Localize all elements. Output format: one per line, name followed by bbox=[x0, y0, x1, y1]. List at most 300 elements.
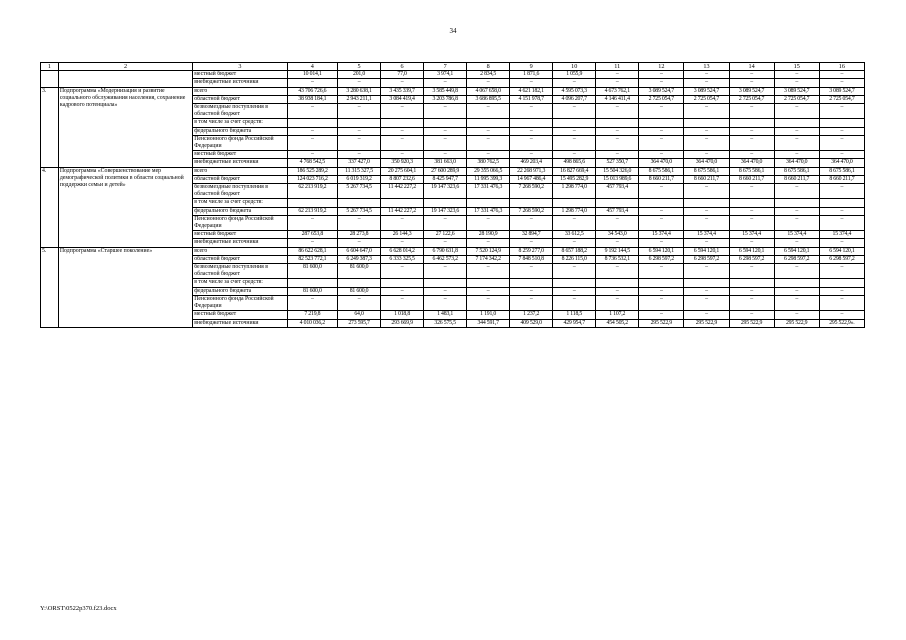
value-cell: 1 118,5 bbox=[553, 311, 596, 319]
value-cell: 2 725 054,7 bbox=[729, 95, 774, 103]
value-cell: 3 435 339,7 bbox=[381, 87, 424, 95]
value-cell: 2 725 054,7 bbox=[639, 95, 684, 103]
value-cell: – bbox=[287, 151, 337, 159]
value-cell: 64,0 bbox=[338, 311, 381, 319]
value-cell: 7 848 510,8 bbox=[510, 255, 553, 263]
value-cell: – bbox=[729, 79, 774, 87]
value-cell bbox=[639, 279, 684, 287]
value-cell: 15 504 326,0 bbox=[596, 167, 639, 175]
value-cell bbox=[774, 119, 819, 127]
value-cell bbox=[510, 279, 553, 287]
value-cell: – bbox=[338, 127, 381, 135]
value-cell: – bbox=[287, 239, 337, 247]
value-cell: – bbox=[684, 215, 729, 230]
funding-source: всего bbox=[193, 87, 287, 95]
value-cell bbox=[381, 279, 424, 287]
value-cell: 7 174 342,2 bbox=[467, 255, 510, 263]
value-cell: – bbox=[774, 151, 819, 159]
table-row bbox=[41, 247, 865, 255]
funding-source: безвозмездные поступления в областной бюджет bbox=[193, 104, 287, 119]
value-cell: – bbox=[596, 151, 639, 159]
value-cell: 81 600,0 bbox=[338, 264, 381, 279]
value-cell: – bbox=[639, 135, 684, 150]
value-cell: 6 019 319,2 bbox=[338, 175, 381, 183]
value-cell: 4 067 658,0 bbox=[467, 87, 510, 95]
value-cell: 6 594 120,1 bbox=[639, 247, 684, 255]
value-cell: – bbox=[596, 215, 639, 230]
value-cell: – bbox=[819, 295, 864, 310]
value-cell: 287 653,8 bbox=[287, 231, 337, 239]
value-cell: 62 213 919,2 bbox=[287, 207, 337, 215]
value-cell: – bbox=[684, 264, 729, 279]
value-cell: – bbox=[596, 104, 639, 119]
value-cell: 5 267 734,5 bbox=[338, 207, 381, 215]
value-cell: 3 084 419,4 bbox=[381, 95, 424, 103]
value-cell: – bbox=[424, 127, 467, 135]
value-cell bbox=[596, 119, 639, 127]
value-cell: – bbox=[684, 151, 729, 159]
value-cell: 8 660 211,7 bbox=[639, 175, 684, 183]
value-cell: 7 268 590,2 bbox=[510, 207, 553, 215]
value-cell: – bbox=[338, 215, 381, 230]
value-cell: – bbox=[684, 295, 729, 310]
value-cell: – bbox=[729, 239, 774, 247]
column-number: 9 bbox=[510, 63, 553, 71]
value-cell: – bbox=[553, 215, 596, 230]
value-cell: 3 585 449,8 bbox=[424, 87, 467, 95]
value-cell: – bbox=[774, 215, 819, 230]
budget-table bbox=[40, 62, 865, 328]
value-cell: – bbox=[381, 264, 424, 279]
value-cell: – bbox=[424, 295, 467, 310]
value-cell: 15 013 989,6 bbox=[596, 175, 639, 183]
value-cell: – bbox=[684, 104, 729, 119]
value-cell: 2 943 211,1 bbox=[338, 95, 381, 103]
value-cell: – bbox=[819, 104, 864, 119]
value-cell: 3 203 786,8 bbox=[424, 95, 467, 103]
value-cell: 28 190,9 bbox=[467, 231, 510, 239]
value-cell: 6 298 597,2 bbox=[729, 255, 774, 263]
value-cell: – bbox=[381, 295, 424, 310]
value-cell: 4 768 542,5 bbox=[287, 159, 337, 167]
value-cell: 6 604 647,0 bbox=[338, 247, 381, 255]
value-cell: – bbox=[729, 264, 774, 279]
value-cell: 8 660 211,7 bbox=[819, 175, 864, 183]
value-cell: – bbox=[819, 184, 864, 199]
value-cell: – bbox=[774, 71, 819, 79]
value-cell: 295 522,9 bbox=[684, 319, 729, 327]
value-cell: 8 736 532,1 bbox=[596, 255, 639, 263]
value-cell bbox=[287, 279, 337, 287]
value-cell: – bbox=[553, 295, 596, 310]
value-cell: – bbox=[729, 295, 774, 310]
value-cell: – bbox=[639, 311, 684, 319]
value-cell: – bbox=[819, 311, 864, 319]
value-cell: 19 147 323,6 bbox=[424, 184, 467, 199]
value-cell: 6 298 597,2 bbox=[639, 255, 684, 263]
table-row bbox=[41, 87, 865, 95]
value-cell: – bbox=[729, 127, 774, 135]
funding-source: внебюджетные источники bbox=[193, 239, 287, 247]
value-cell: – bbox=[381, 127, 424, 135]
value-cell: 32 894,7 bbox=[510, 231, 553, 239]
table-body bbox=[41, 63, 865, 328]
value-cell: 28 273,8 bbox=[338, 231, 381, 239]
value-cell bbox=[467, 279, 510, 287]
value-cell bbox=[424, 279, 467, 287]
value-cell: 1 107,2 bbox=[596, 311, 639, 319]
value-cell: – bbox=[338, 104, 381, 119]
value-cell: – bbox=[774, 135, 819, 150]
value-cell: 38 938 184,1 bbox=[287, 95, 337, 103]
value-cell: 326 575,5 bbox=[424, 319, 467, 327]
funding-source: всего bbox=[193, 247, 287, 255]
funding-source: федерального бюджета bbox=[193, 207, 287, 215]
value-cell: – bbox=[510, 264, 553, 279]
funding-source: местный бюджет bbox=[193, 71, 287, 79]
value-cell: – bbox=[684, 239, 729, 247]
funding-source: в том числе за счет средств: bbox=[193, 119, 287, 127]
value-cell: 6 594 120,1 bbox=[774, 247, 819, 255]
value-cell: 3 089 524,7 bbox=[819, 87, 864, 95]
value-cell bbox=[639, 199, 684, 207]
value-cell: – bbox=[510, 215, 553, 230]
value-cell: – bbox=[467, 239, 510, 247]
value-cell: 295 522,9 bbox=[639, 319, 684, 327]
value-cell: 1 483,1 bbox=[424, 311, 467, 319]
value-cell: 26 144,3 bbox=[381, 231, 424, 239]
value-cell bbox=[424, 119, 467, 127]
value-cell: – bbox=[774, 184, 819, 199]
value-cell: 3 089 524,7 bbox=[639, 87, 684, 95]
value-cell: – bbox=[467, 104, 510, 119]
value-cell: – bbox=[338, 79, 381, 87]
value-cell: 7 520 124,9 bbox=[467, 247, 510, 255]
value-cell: – bbox=[819, 79, 864, 87]
value-cell: – bbox=[729, 135, 774, 150]
column-number: 3 bbox=[193, 63, 287, 71]
value-cell: 3 089 524,7 bbox=[684, 87, 729, 95]
value-cell: 8 675 586,1 bbox=[819, 167, 864, 175]
value-cell: – bbox=[287, 127, 337, 135]
value-cell: – bbox=[424, 239, 467, 247]
value-cell: 8 425 947,7 bbox=[424, 175, 467, 183]
column-number: 16 bbox=[819, 63, 864, 71]
value-cell: 5 267 734,5 bbox=[338, 184, 381, 199]
value-cell: 15 374,4 bbox=[684, 231, 729, 239]
program-number: 5. bbox=[41, 247, 59, 327]
value-cell: 33 612,5 bbox=[553, 231, 596, 239]
value-cell: – bbox=[553, 287, 596, 295]
value-cell: – bbox=[381, 287, 424, 295]
value-cell: – bbox=[467, 295, 510, 310]
value-cell: – bbox=[424, 104, 467, 119]
value-cell bbox=[596, 199, 639, 207]
value-cell: – bbox=[684, 71, 729, 79]
value-cell: 381 663,0 bbox=[424, 159, 467, 167]
value-cell: 1 018,8 bbox=[381, 311, 424, 319]
value-cell: 4 621 182,1 bbox=[510, 87, 553, 95]
value-cell: 15 374,4 bbox=[639, 231, 684, 239]
value-cell: – bbox=[819, 215, 864, 230]
value-cell bbox=[774, 199, 819, 207]
value-cell: 17 331 476,3 bbox=[467, 184, 510, 199]
value-cell: 469 203,4 bbox=[510, 159, 553, 167]
value-cell: 7 268 590,2 bbox=[510, 184, 553, 199]
value-cell: 6 249 387,3 bbox=[338, 255, 381, 263]
value-cell: 16 827 669,4 bbox=[553, 167, 596, 175]
funding-source: безвозмездные поступления в областной бюджет bbox=[193, 184, 287, 199]
value-cell: – bbox=[287, 79, 337, 87]
value-cell: – bbox=[510, 239, 553, 247]
value-cell: 4 096 207,7 bbox=[553, 95, 596, 103]
value-cell: 6 298 597,2 bbox=[684, 255, 729, 263]
value-cell: 409 529,0 bbox=[510, 319, 553, 327]
funding-source: в том числе за счет средств: bbox=[193, 279, 287, 287]
column-number: 5 bbox=[338, 63, 381, 71]
value-cell: – bbox=[639, 71, 684, 79]
value-cell: – bbox=[819, 151, 864, 159]
row-number-cell bbox=[41, 71, 59, 87]
value-cell: – bbox=[639, 184, 684, 199]
program-name-cell bbox=[58, 71, 192, 87]
value-cell: 15 374,4 bbox=[774, 231, 819, 239]
value-cell: 527 350,7 bbox=[596, 159, 639, 167]
value-cell: – bbox=[287, 295, 337, 310]
value-cell bbox=[729, 119, 774, 127]
value-cell: – bbox=[553, 104, 596, 119]
value-cell: 3 686 895,5 bbox=[467, 95, 510, 103]
value-cell: – bbox=[819, 127, 864, 135]
value-cell bbox=[287, 119, 337, 127]
value-cell: – bbox=[510, 287, 553, 295]
funding-source: областной бюджет bbox=[193, 95, 287, 103]
value-cell: 11 315 327,5 bbox=[338, 167, 381, 175]
value-cell: – bbox=[510, 135, 553, 150]
value-cell: 81 600,0 bbox=[287, 287, 337, 295]
value-cell bbox=[729, 199, 774, 207]
value-cell: – bbox=[553, 127, 596, 135]
value-cell: 8 807 232,6 bbox=[381, 175, 424, 183]
value-cell: – bbox=[596, 239, 639, 247]
value-cell: – bbox=[424, 264, 467, 279]
value-cell bbox=[819, 279, 864, 287]
value-cell: 19 147 323,6 bbox=[424, 207, 467, 215]
value-cell: – bbox=[467, 215, 510, 230]
program-name: Подпрограмма «Модернизация и развитие социального обслуживания населения, сохранение кадрового потенциала» bbox=[58, 87, 192, 167]
value-cell: 380 762,5 bbox=[467, 159, 510, 167]
value-cell bbox=[684, 199, 729, 207]
value-cell: 429 954,7 bbox=[553, 319, 596, 327]
value-cell bbox=[819, 199, 864, 207]
column-number: 7 bbox=[424, 63, 467, 71]
value-cell bbox=[553, 199, 596, 207]
value-cell: – bbox=[510, 127, 553, 135]
value-cell: 4 010 036,2 bbox=[287, 319, 337, 327]
value-cell: – bbox=[338, 151, 381, 159]
value-cell: – bbox=[684, 79, 729, 87]
value-cell: – bbox=[596, 264, 639, 279]
value-cell: 295 522,9». bbox=[819, 319, 864, 327]
value-cell: – bbox=[729, 207, 774, 215]
value-cell: – bbox=[467, 287, 510, 295]
value-cell: 124 023 716,2 bbox=[287, 175, 337, 183]
value-cell: – bbox=[639, 207, 684, 215]
value-cell: 2 834,5 bbox=[467, 71, 510, 79]
program-number: 4. bbox=[41, 167, 59, 247]
value-cell: 10 014,1 bbox=[287, 71, 337, 79]
value-cell: – bbox=[729, 184, 774, 199]
column-number: 13 bbox=[684, 63, 729, 71]
value-cell: 364 470,0 bbox=[774, 159, 819, 167]
value-cell: – bbox=[510, 295, 553, 310]
funding-source: безвозмездные поступления в областной бюджет bbox=[193, 264, 287, 279]
value-cell: – bbox=[774, 295, 819, 310]
value-cell: 27 122,6 bbox=[424, 231, 467, 239]
column-number: 10 bbox=[553, 63, 596, 71]
value-cell: 11 442 227,2 bbox=[381, 207, 424, 215]
funding-source: федерального бюджета bbox=[193, 127, 287, 135]
value-cell: 3 280 638,1 bbox=[338, 87, 381, 95]
value-cell: 201,0 bbox=[338, 71, 381, 79]
value-cell: – bbox=[381, 151, 424, 159]
value-cell: 17 331 476,3 bbox=[467, 207, 510, 215]
value-cell: 8 657 188,2 bbox=[553, 247, 596, 255]
funding-source: внебюджетные источники bbox=[193, 159, 287, 167]
value-cell: – bbox=[596, 71, 639, 79]
funding-source: местный бюджет bbox=[193, 231, 287, 239]
value-cell: – bbox=[639, 104, 684, 119]
value-cell bbox=[819, 119, 864, 127]
value-cell: – bbox=[729, 151, 774, 159]
funding-source: всего bbox=[193, 167, 287, 175]
value-cell: 6 594 120,1 bbox=[729, 247, 774, 255]
value-cell: – bbox=[381, 79, 424, 87]
value-cell: 15 374,4 bbox=[819, 231, 864, 239]
value-cell: – bbox=[467, 127, 510, 135]
value-cell: 454 505,2 bbox=[596, 319, 639, 327]
value-cell bbox=[467, 199, 510, 207]
value-cell: – bbox=[338, 135, 381, 150]
value-cell: 2 725 054,7 bbox=[819, 95, 864, 103]
value-cell bbox=[338, 119, 381, 127]
value-cell: – bbox=[467, 79, 510, 87]
value-cell: 350 920,3 bbox=[381, 159, 424, 167]
value-cell: – bbox=[774, 79, 819, 87]
value-cell: – bbox=[381, 104, 424, 119]
column-number: 14 bbox=[729, 63, 774, 71]
value-cell bbox=[381, 199, 424, 207]
funding-source: Пенсионного фонда Российской Федерации bbox=[193, 215, 287, 230]
column-number: 4 bbox=[287, 63, 337, 71]
value-cell: 77,0 bbox=[381, 71, 424, 79]
value-cell: 293 669,9 bbox=[381, 319, 424, 327]
funding-source: областной бюджет bbox=[193, 175, 287, 183]
value-cell bbox=[381, 119, 424, 127]
value-cell: – bbox=[684, 311, 729, 319]
value-cell: – bbox=[553, 135, 596, 150]
value-cell: 8 660 211,7 bbox=[774, 175, 819, 183]
value-cell bbox=[467, 119, 510, 127]
page-number: 34 bbox=[449, 27, 457, 35]
value-cell: – bbox=[774, 104, 819, 119]
value-cell: – bbox=[287, 215, 337, 230]
value-cell: 457 793,4 bbox=[596, 207, 639, 215]
value-cell bbox=[729, 279, 774, 287]
value-cell: 9 192 144,5 bbox=[596, 247, 639, 255]
value-cell: – bbox=[684, 184, 729, 199]
value-cell: – bbox=[819, 207, 864, 215]
value-cell: – bbox=[774, 207, 819, 215]
column-number: 15 bbox=[774, 63, 819, 71]
value-cell: 34 543,0 bbox=[596, 231, 639, 239]
value-cell: – bbox=[684, 287, 729, 295]
value-cell: 3 974,1 bbox=[424, 71, 467, 79]
footer-path: Y:\ORST\0522p370.f23.docx bbox=[40, 605, 117, 612]
value-cell: – bbox=[424, 79, 467, 87]
value-cell: – bbox=[381, 135, 424, 150]
value-cell: 62 213 919,2 bbox=[287, 184, 337, 199]
value-cell: 4 673 762,1 bbox=[596, 87, 639, 95]
value-cell: – bbox=[819, 264, 864, 279]
value-cell: 7 219,8 bbox=[287, 311, 337, 319]
value-cell: 337 427,0 bbox=[338, 159, 381, 167]
value-cell: – bbox=[510, 79, 553, 87]
value-cell bbox=[684, 279, 729, 287]
value-cell: – bbox=[596, 79, 639, 87]
value-cell: 364 470,0 bbox=[684, 159, 729, 167]
value-cell: 81 600,0 bbox=[287, 264, 337, 279]
program-name: Подпрограмма «Старшее поколение» bbox=[58, 247, 192, 327]
value-cell: 4 146 411,4 bbox=[596, 95, 639, 103]
value-cell: 8 675 586,1 bbox=[639, 167, 684, 175]
value-cell: 2 725 054,7 bbox=[774, 95, 819, 103]
value-cell: 11 995 399,3 bbox=[467, 175, 510, 183]
value-cell: – bbox=[424, 215, 467, 230]
value-cell: – bbox=[819, 287, 864, 295]
value-cell: – bbox=[639, 215, 684, 230]
value-cell: – bbox=[684, 127, 729, 135]
value-cell: – bbox=[639, 79, 684, 87]
value-cell: – bbox=[467, 135, 510, 150]
value-cell: 1 191,0 bbox=[467, 311, 510, 319]
value-cell: – bbox=[684, 207, 729, 215]
value-cell: – bbox=[424, 135, 467, 150]
value-cell: 498 865,6 bbox=[553, 159, 596, 167]
funding-source: внебюджетные источники bbox=[193, 79, 287, 87]
value-cell: – bbox=[639, 295, 684, 310]
value-cell: – bbox=[819, 135, 864, 150]
value-cell: 27 600 289,9 bbox=[424, 167, 467, 175]
value-cell: – bbox=[381, 239, 424, 247]
value-cell: 8 675 586,1 bbox=[774, 167, 819, 175]
column-number: 11 bbox=[596, 63, 639, 71]
value-cell: – bbox=[424, 151, 467, 159]
value-cell bbox=[338, 279, 381, 287]
header-row bbox=[41, 63, 865, 71]
value-cell: – bbox=[729, 311, 774, 319]
value-cell: 20 275 604,1 bbox=[381, 167, 424, 175]
value-cell: 1 871,6 bbox=[510, 71, 553, 79]
value-cell: 364 470,0 bbox=[639, 159, 684, 167]
value-cell: – bbox=[729, 104, 774, 119]
program-number: 3. bbox=[41, 87, 59, 167]
value-cell: – bbox=[819, 239, 864, 247]
value-cell: 6 594 120,1 bbox=[819, 247, 864, 255]
funding-source: местный бюджет bbox=[193, 151, 287, 159]
value-cell: 295 522,9 bbox=[774, 319, 819, 327]
value-cell: – bbox=[287, 135, 337, 150]
